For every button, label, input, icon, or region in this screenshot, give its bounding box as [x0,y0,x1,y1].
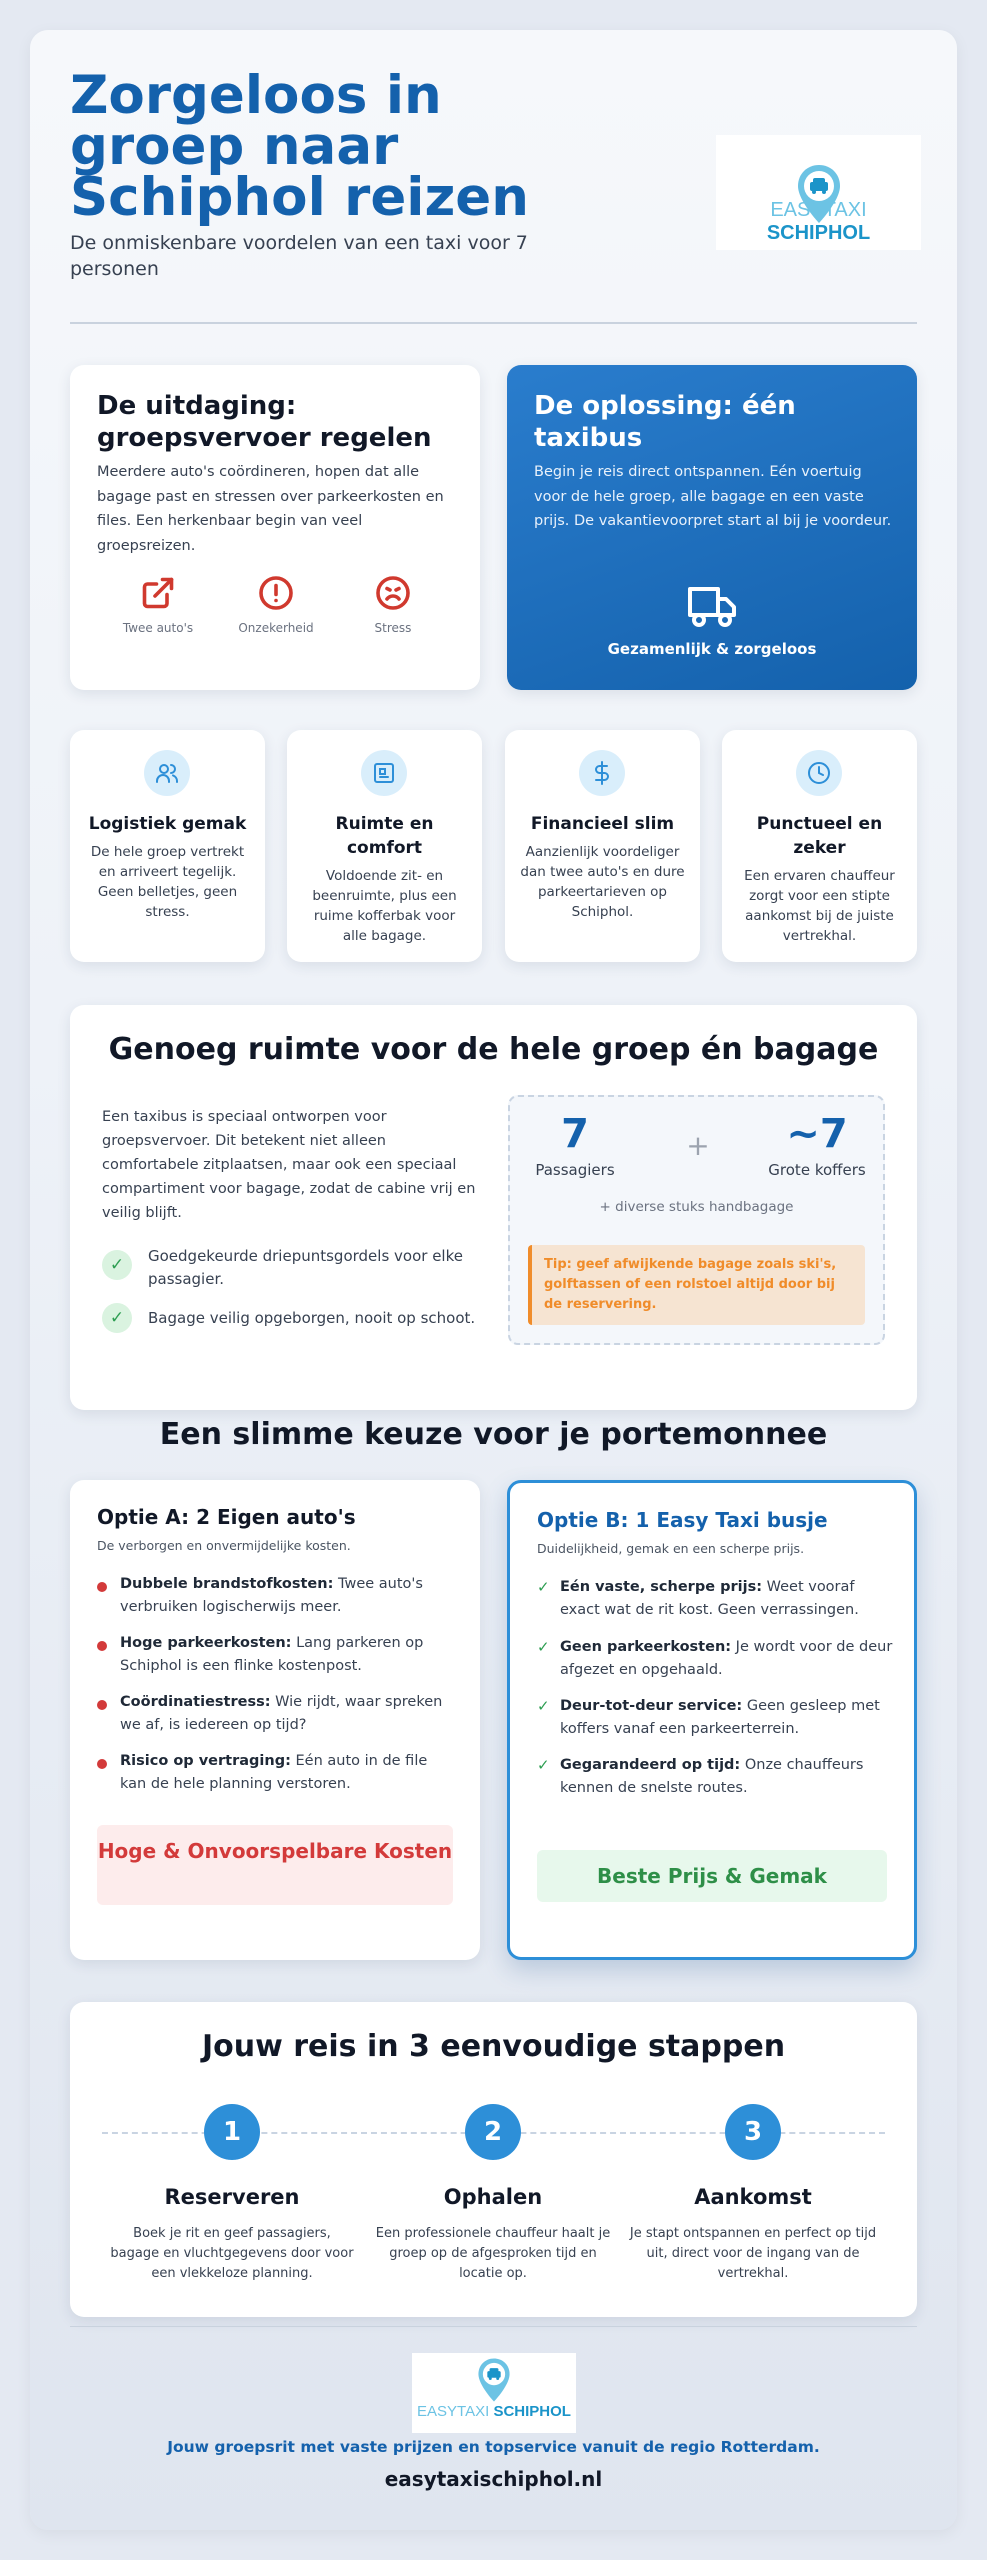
solution-title: De oplossing: één taxibus [534,391,796,453]
bullet-dot [97,1700,107,1710]
option-a-item: Dubbele brandstofkosten: Twee auto's verbruiken logischerwijs meer. [120,1576,423,1615]
challenge-icon-label: Stress [374,621,412,635]
suitcases-label: Grote koffers [768,1161,866,1179]
option-b-subtitle: Duidelijkheid, gemak en een scherpe prijs. [537,1541,805,1556]
option-b-card [507,1480,917,1960]
challenge-text: Meerdere auto's coördineren, hopen dat alle bagage past en stressen over parkeerkosten en files. Een herkenbaar begin van veel groepsreizen. [97,464,444,554]
check-icon: ✓ [102,1303,132,1333]
option-a-subtitle: De verborgen en onvermijdelijke kosten. [97,1538,351,1553]
option-a-item: Hoge parkeerkosten: Lang parkeren op Schiphol is een flinke kostenpost. [120,1635,424,1674]
step-number: 2 [465,2104,521,2160]
alert-circle-icon [258,575,294,611]
dollar-icon [579,750,625,796]
suitcases-value: ~7 [786,1111,848,1157]
bullet-dot [97,1641,107,1651]
challenge-item-uncertainty [216,575,336,635]
feature-title: Ruimte en comfort [335,814,434,858]
feature-card-comfort [287,730,482,962]
check-icon: ✓ [537,1756,550,1774]
logo-text-easytaxi: EASYTAXI [770,199,867,221]
hand-luggage-note: + diverse stuks handbagage [599,1199,794,1215]
passengers-value: 7 [561,1111,589,1157]
feature-card-finance [505,730,700,962]
step-text: Boek je rit en geef passagiers, bagage en vluchtgegevens door voor een vlekkeloze planning. [110,2226,354,2281]
challenge-item-two-cars [98,575,218,635]
option-a-card [70,1480,480,1960]
step-number: 1 [204,2104,260,2160]
option-b-item: Deur-tot-deur service: Geen gesleep met koffers vanaf een parkeerterrein. [560,1698,880,1737]
bullet-dot [97,1582,107,1592]
feature-card-punctual [722,730,917,962]
option-b-title: Optie B: 1 Easy Taxi busje [537,1508,828,1532]
step-title: Ophalen [443,2185,543,2209]
option-a-verdict: Hoge & Onvoorspelbare Kosten [97,1825,453,1905]
footer-divider [70,2326,917,2327]
seat-box-icon [361,750,407,796]
solution-card [507,365,917,690]
challenge-card [70,365,480,690]
option-a-item: Risico op vertraging: Eén auto in de file kan de hele planning verstoren. [120,1753,428,1792]
footer-tagline: Jouw groepsrit met vaste prijzen en topservice vanuit de regio Rotterdam. [167,2438,820,2456]
logo-text-schiphol: SCHIPHOL [766,222,871,244]
external-link-icon [140,575,176,611]
feature-text: Een ervaren chauffeur zorgt voor een stipte aankomst bij de juiste vertrekhal. [744,868,895,944]
capacity-box [508,1095,885,1345]
tip-box: Tip: geef afwijkende bagage zoals ski's, golftassen of een rolstoel altijd door bij de reservering. [528,1245,865,1325]
feature-text: De hele groep vertrekt en arriveert tegelijk. Geen belletjes, geen stress. [90,844,245,920]
clock-icon [796,750,842,796]
check-icon: ✓ [102,1250,132,1280]
option-b-item: Geen parkeerkosten: Je wordt voor de deur afgezet en opgehaald. [560,1639,893,1678]
feature-card-logistics [70,730,265,962]
logo-text-schiphol: SCHIPHOL [493,2403,571,2420]
space-title: Genoeg ruimte voor de hele groep én bagage [108,1032,879,1067]
stressed-face-icon [375,575,411,611]
step-text: Een professionele chauffeur haalt je groep op de afgesproken tijd en locatie op. [375,2226,611,2281]
space-check-item: Bagage veilig opgeborgen, nooit op schoot. [148,1309,476,1327]
feature-text: Voldoende zit- en beenruimte, plus een ruime kofferbak voor alle bagage. [312,868,457,944]
feature-title: Punctueel en zeker [756,814,883,858]
feature-title: Financieel slim [530,814,675,834]
divider [70,322,917,324]
infographic-page [30,30,957,2530]
challenge-title: De uitdaging: groepsvervoer regelen [97,391,432,453]
steps-card [70,2002,917,2317]
check-icon: ✓ [537,1638,550,1656]
option-b-item: Gegarandeerd op tijd: Onze chauffeurs kennen de snelste routes. [560,1757,864,1796]
footer-logo [412,2353,576,2433]
check-icon: ✓ [537,1578,550,1596]
page-title: Zorgeloos in groep naar Schiphol reizen [70,65,529,228]
option-b-item: Eén vaste, scherpe prijs: Weet vooraf exact wat de rit kost. Geen verrassingen. [560,1579,859,1618]
step-number: 3 [725,2104,781,2160]
wallet-title: Een slimme keuze voor je portemonnee [159,1417,828,1452]
option-a-item: Coördinatiestress: Wie rijdt, waar spreken we af, is iedereen op tijd? [120,1694,443,1733]
challenge-item-stress [333,575,453,635]
bullet-dot [97,1759,107,1769]
brand-logo [716,135,921,250]
space-check-item: Goedgekeurde driepuntsgordels voor elke passagier. [148,1247,463,1288]
passengers-label: Passagiers [535,1161,615,1179]
step-title: Aankomst [694,2185,812,2209]
solution-caption: Gezamenlijk & zorgeloos [607,640,817,658]
option-a-title: Optie A: 2 Eigen auto's [97,1505,356,1529]
logo-text-easytaxi: EASYTAXI [417,2403,490,2420]
truck-icon [684,583,740,631]
option-b-verdict: Beste Prijs & Gemak [537,1850,887,1902]
space-text: Een taxibus is speciaal ontworpen voor groepsvervoer. Dit betekent niet alleen comfortabele zitplaatsen, maar ook een speciaal compartiment voor bagage, zodat de cabine vrij en veilig blijft. [102,1109,476,1221]
solution-text: Begin je reis direct ontspannen. Eén voertuig voor de hele groep, alle bagage en een vaste prijs. De vakantievoorpret start al bij je voordeur. [534,464,892,529]
step-title: Reserveren [164,2185,300,2209]
feature-text: Aanzienlijk voordeliger dan twee auto's en dure parkeertarieven op Schiphol. [520,844,685,920]
feature-title: Logistiek gemak [88,814,247,834]
challenge-icon-label: Twee auto's [122,621,194,635]
users-icon [144,750,190,796]
check-icon: ✓ [537,1697,550,1715]
taxi-pin-icon [476,2357,512,2403]
plus-sign: + [686,1129,710,1162]
footer-website-link[interactable]: easytaxischiphol.nl [384,2467,603,2491]
page-subtitle: De onmiskenbare voordelen van een taxi voor 7 personen [70,232,528,280]
space-card [70,1005,917,1410]
steps-title: Jouw reis in 3 eenvoudige stappen [201,2029,786,2064]
step-text: Je stapt ontspannen en perfect op tijd uit, direct voor de ingang van de vertrekhal. [629,2226,877,2281]
challenge-icon-label: Onzekerheid [238,621,314,635]
